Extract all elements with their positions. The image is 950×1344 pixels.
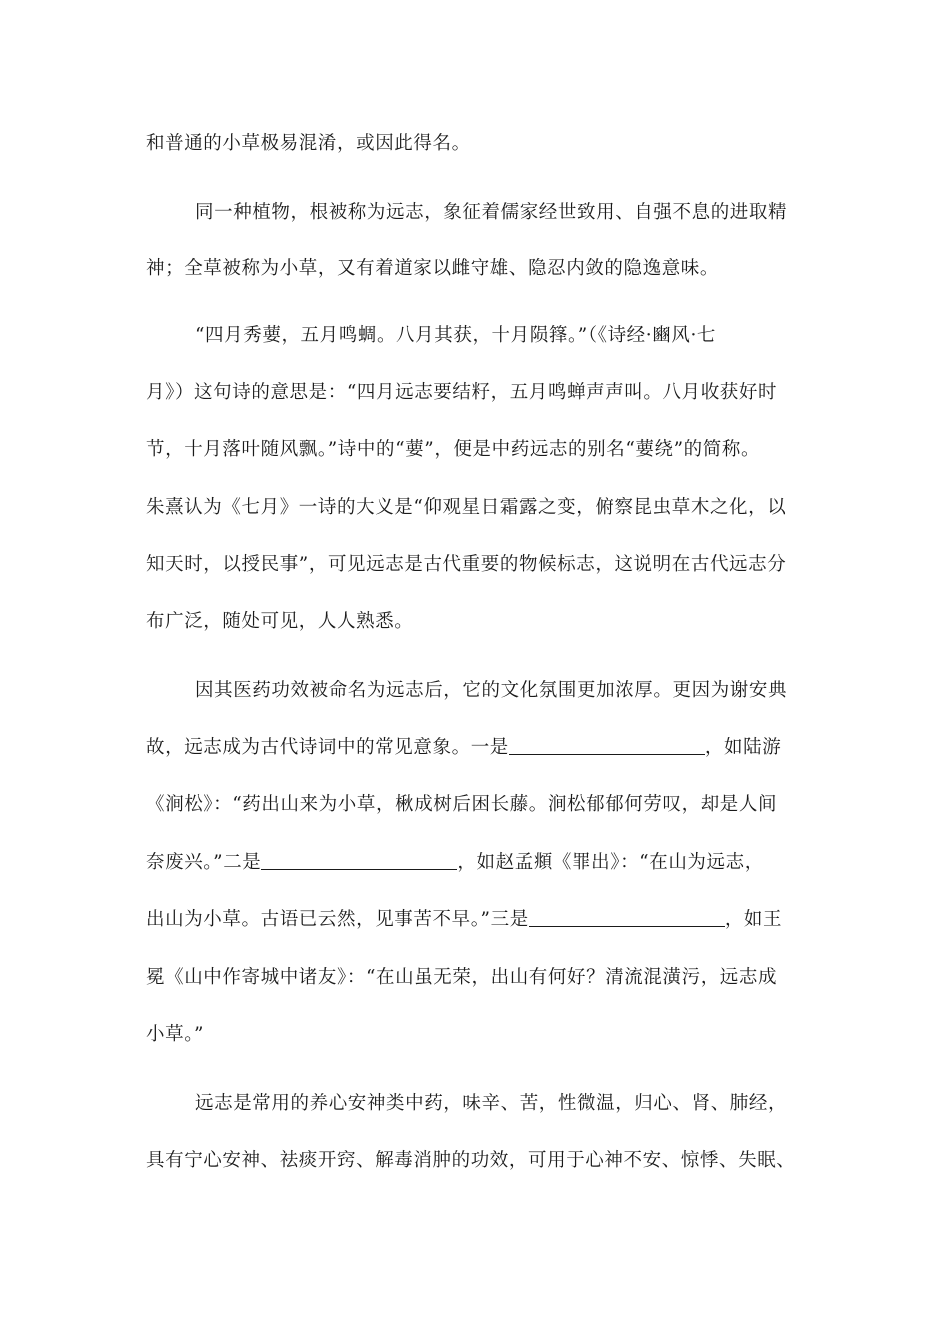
- text-line-3: 神；全草被称为小草，又有着道家以雌守雄、隐忍内敛的隐逸意味。: [146, 258, 720, 279]
- fill-in-blank-2[interactable]: [261, 851, 457, 870]
- text-line-8: 知天时，以授民事”，可见远志是古代重要的物候标志，这说明在古代远志分: [146, 554, 787, 575]
- text-line-13: [146, 851, 764, 875]
- text-line-10: 因其医药功效被命名为远志后，它的文化氛围更加浓厚。更因为谢安典: [195, 680, 788, 701]
- text-segment: ，如陆游: [704, 737, 782, 758]
- text-segment: 奈废兴。”二是: [146, 852, 262, 873]
- text-line-16: 小草。”: [146, 1024, 205, 1045]
- text-line-2: 同一种植物，根被称为远志，象征着儒家经世致用、自强不息的进取精: [195, 202, 788, 223]
- text-segment: 出山为小草。古语已云然，见事苦不早。”三是: [146, 909, 529, 930]
- text-line-15: 冕《山中作寄城中诸友》：“在山虽无荣，出山有何好？清流混潢污，远志成: [146, 967, 778, 988]
- text-line-12: 《涧松》：“药出山来为小草，楸成树后困长藤。涧松郁郁何劳叹，却是人间: [146, 794, 778, 815]
- text-segment: ，如王: [724, 909, 783, 930]
- text-line-4: “四月秀葽，五月鸣蜩。八月其获，十月陨箨。”（《诗经·豳风·七: [195, 325, 717, 346]
- text-line-7: 朱熹认为《七月》一诗的大义是“仰观星日霜露之变，俯察昆虫草木之化，以: [146, 497, 787, 518]
- text-line-14: [146, 908, 782, 932]
- text-line-1: 和普通的小草极易混淆，或因此得名。: [146, 133, 471, 154]
- fill-in-blank-3[interactable]: [529, 908, 725, 927]
- text-line-5: 月》）这句诗的意思是：“四月远志要结籽，五月鸣蝉声声叫。八月收获好时: [146, 382, 778, 403]
- text-line-9: 布广泛，随处可见，人人熟悉。: [146, 611, 414, 632]
- text-line-17: 远志是常用的养心安神类中药，味辛、苦，性微温，归心、肾、肺经，: [195, 1093, 788, 1114]
- text-line-18: 具有宁心安神、祛痰开窍、解毒消肿的功效，可用于心神不安、惊悸、失眠、: [146, 1150, 796, 1171]
- text-segment: 故，远志成为古代诗词中的常见意象。一是: [146, 737, 509, 758]
- text-segment: ，如赵孟頫《罪出》：“在山为远志，: [457, 852, 764, 873]
- text-line-6: 节，十月落叶随风飘。”诗中的“葽”，便是中药远志的别名“葽绕”的简称。: [146, 439, 761, 460]
- text-line-11: [146, 736, 781, 760]
- fill-in-blank-1[interactable]: [509, 736, 705, 755]
